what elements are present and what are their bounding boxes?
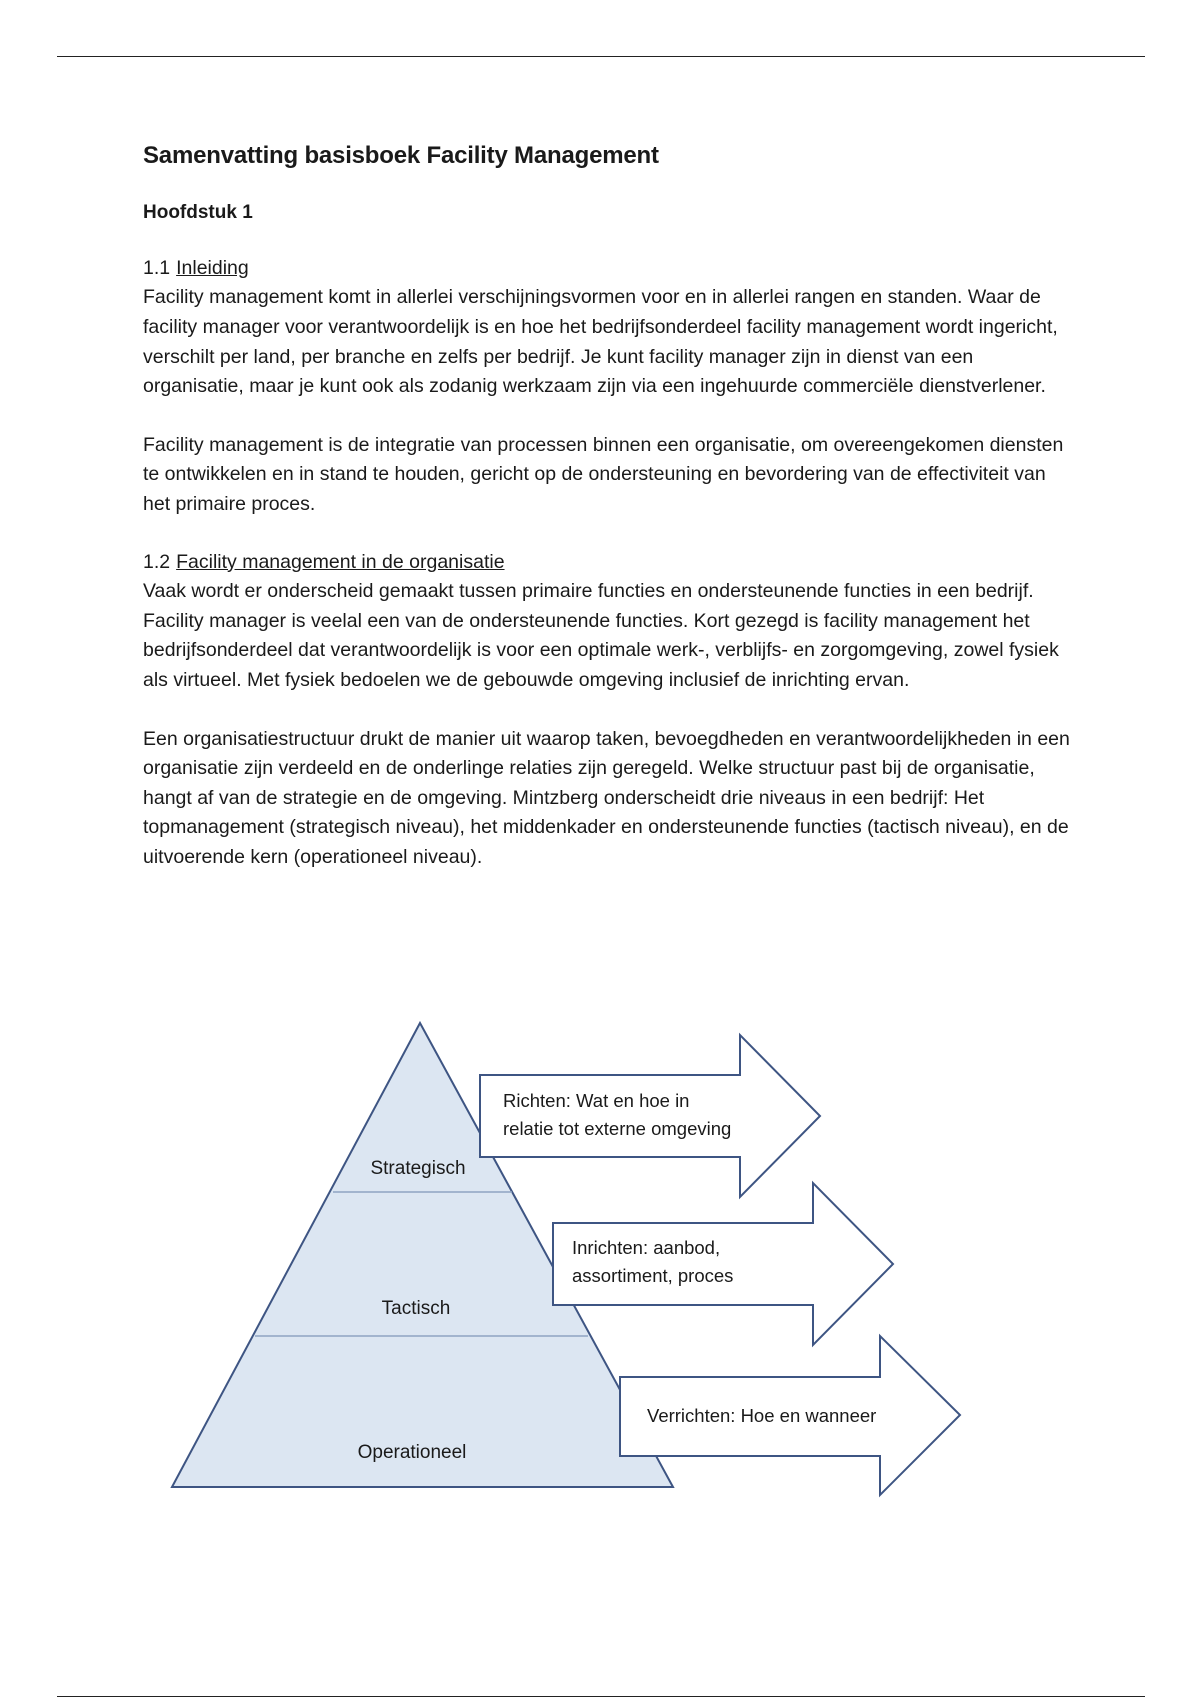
- section-number: 1.2: [143, 550, 171, 573]
- paragraph: Een organisatiestructuur drukt de manier uit waarop taken, bevoegdheden en verantwoordelijkheden in een organisatie zijn verdeeld en de onderlinge relaties zijn geregeld. Welke structuur past bij de organisatie, hangt af van de strategie en de omgeving. Mintzberg onderscheidt drie niveaus in een bedrijf: Het topmanagement (strategisch niveau), het middenkader en ondersteunende functies (tactisch niveau), en de uitvoerende kern (operationeel niveau).: [143, 727, 1070, 868]
- chapter-heading: Hoofdstuk 1: [143, 202, 253, 224]
- paragraph: Vaak wordt er onderscheid gemaakt tussen primaire functies en ondersteunende functies in een bedrijf. Facility manager is veelal een van de ondersteunende functies. Kort gezegd is facility management het bedrijfsonderdeel dat verantwoordelijk is voor een optimale werk-, verblijfs- en zorgomgeving, zowel fysiek als virtueel. Met fysiek bedoelen we de gebouwde omgeving inclusief de inrichting ervan.: [143, 580, 1059, 691]
- arrow-inrichten: [553, 1183, 893, 1345]
- arrow-label-richten-line-2: relatie tot externe omgeving: [503, 1118, 732, 1139]
- level-label-operationeel: Operationeel: [357, 1442, 467, 1463]
- section-title: Inleiding: [176, 256, 249, 279]
- paragraph: Facility management is de integratie van processen binnen een organisatie, om overeengekomen diensten te ontwikkelen en in stand te houden, gericht op de ondersteuning en bevordering van de effectiviteit van het primaire proces.: [143, 433, 1064, 516]
- arrow-shape: [480, 1035, 820, 1197]
- arrow-richten: [480, 1035, 820, 1197]
- section-title: Facility management in de organisatie: [176, 550, 505, 573]
- arrow-label-inrichten-line-2: assortiment, proces: [572, 1265, 734, 1286]
- paragraph: Facility management komt in allerlei verschijningsvormen voor en in allerlei rangen en standen. Waar de facility manager voor verantwoordelijk is en hoe het bedrijfsonderdeel facility management wordt ingericht, verschilt per land, per branche en zelfs per bedrijf. Je kunt facility manager zijn in dienst van een organisatie, maar je kunt ook als zodanig werkzaam zijn via een ingehuurde commerciële dienstverlener.: [143, 286, 1058, 398]
- arrow-shape: [553, 1183, 893, 1345]
- arrow-label-verrichten: Verrichten: Hoe en wanneer: [647, 1405, 877, 1426]
- level-label-tactisch: Tactisch: [381, 1298, 451, 1319]
- level-label-strategisch: Strategisch: [370, 1158, 466, 1179]
- bottom-rule: [57, 1696, 1145, 1697]
- arrow-label-inrichten-line-1: Inrichten: aanbod,: [572, 1237, 721, 1258]
- document-title: Samenvatting basisboek Facility Management: [143, 142, 659, 169]
- section-number: 1.1: [143, 256, 171, 279]
- arrow-label-richten-line-1: Richten: Wat en hoe in: [503, 1090, 690, 1111]
